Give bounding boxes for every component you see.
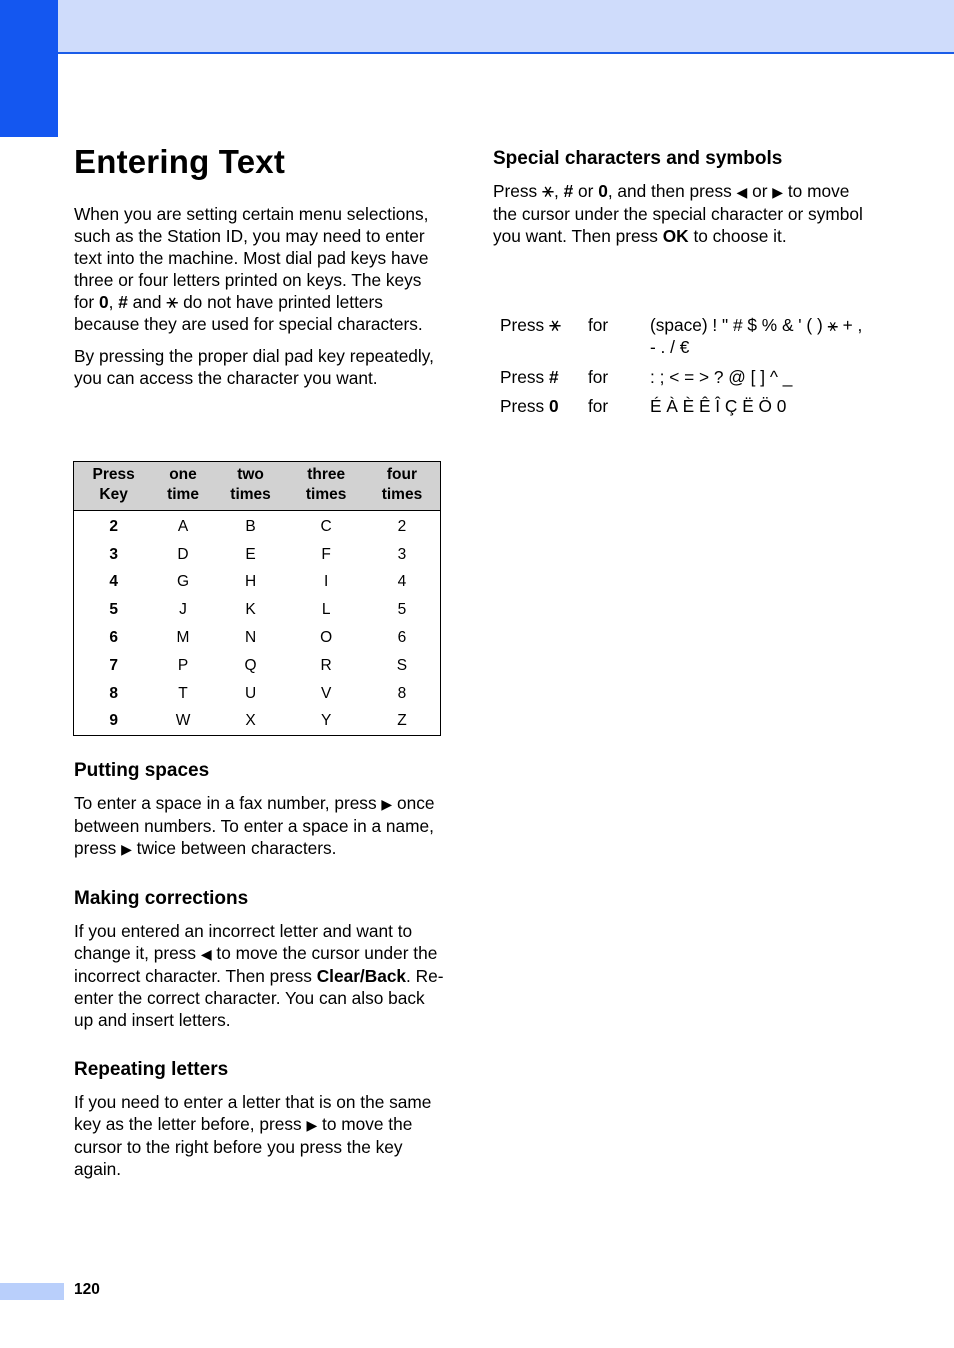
table-row xyxy=(74,708,441,736)
page-number-bar xyxy=(0,1283,64,1300)
page-title: Entering Text xyxy=(74,143,286,180)
table-cell: X xyxy=(245,712,256,730)
putting-spaces-section xyxy=(74,759,444,860)
table-row xyxy=(74,652,441,680)
table-row xyxy=(74,680,441,708)
symbol-list: É À È Ê Î Ç Ë Ö 0 xyxy=(650,396,787,416)
table-cell: 8 xyxy=(397,684,407,702)
table-cell: 6 xyxy=(109,629,118,647)
table-cell: 6 xyxy=(397,629,407,647)
repeating-letters-section xyxy=(74,1058,444,1180)
section-heading: Making corrections xyxy=(74,888,249,909)
table-header-row xyxy=(74,462,441,511)
header-two-times: two times xyxy=(213,462,289,511)
table-cell: U xyxy=(244,684,257,702)
section-paragraph: If you need to enter a letter that is on the same key as the letter before, press ▶ to move the cursor to the right before you press the key again. xyxy=(74,1092,432,1179)
table-cell: Z xyxy=(397,712,407,730)
table-row xyxy=(74,541,441,569)
table-cell: E xyxy=(245,545,256,563)
section-paragraph: If you entered an incorrect letter and want to change it, press ◀ to move the cursor under the incorrect character. Then press Clear/Back. Re-enter the correct character. You can also back up and insert letters. xyxy=(74,921,444,1030)
table-cell: 4 xyxy=(109,573,118,591)
table-cell: 3 xyxy=(397,545,407,563)
table-cell: 2 xyxy=(109,517,118,535)
table-cell: K xyxy=(245,601,256,619)
table-cell: W xyxy=(175,712,191,730)
table-cell: V xyxy=(320,684,332,702)
table-cell: Y xyxy=(320,712,332,730)
left-arrow-icon: ◀ xyxy=(736,184,748,200)
table-cell: 7 xyxy=(109,656,118,674)
intro-paragraph: When you are setting certain menu selections, such as the Station ID, you may need to enter text into the machine. Most dial pad keys have three or four letters printed on keys. The keys for 0, # and ⚹ do not have printed letters because they are used for special characters. xyxy=(74,204,429,334)
table-cell: F xyxy=(321,545,331,563)
section-heading: Special characters and symbols xyxy=(493,148,783,169)
table-cell: I xyxy=(323,573,329,591)
special-characters-section xyxy=(493,147,873,247)
intro-section xyxy=(74,203,444,389)
table-cell: 3 xyxy=(109,545,118,563)
table-row xyxy=(74,624,441,652)
making-corrections-section xyxy=(74,887,444,1031)
intro-paragraph-2: By pressing the proper dial pad key repeatedly, you can access the character you want. xyxy=(74,346,434,388)
table-cell: T xyxy=(178,684,188,702)
chapter-tab xyxy=(0,0,58,137)
symbol-list: (space) ! " # $ % & ' ( ) ⚹ + , - . / € xyxy=(650,315,863,357)
table-cell: 8 xyxy=(109,684,118,702)
table-cell: R xyxy=(320,656,332,674)
star-icon: ⚹ xyxy=(541,180,554,202)
table-cell: 4 xyxy=(397,573,407,591)
section-heading: Repeating letters xyxy=(74,1059,229,1080)
star-icon: ⚹ xyxy=(166,291,179,313)
table-row xyxy=(74,569,441,597)
table-cell: 5 xyxy=(109,601,118,619)
table-cell: P xyxy=(177,656,189,674)
star-icon: ⚹ xyxy=(548,314,561,336)
right-arrow-icon: ▶ xyxy=(381,796,393,812)
section-heading: Putting spaces xyxy=(74,760,210,781)
table-cell: 2 xyxy=(397,517,407,535)
key-letter-table xyxy=(73,461,441,736)
table-cell: J xyxy=(179,601,187,619)
table-cell: Q xyxy=(244,656,257,674)
table-row xyxy=(74,511,441,541)
section-paragraph: Press ⚹, # or 0, and then press ◀ or ▶ to move the cursor under the special character or symbol you want. Then press OK to choose it. xyxy=(493,180,863,246)
table-cell: O xyxy=(320,629,333,647)
table-cell: C xyxy=(320,517,332,535)
table-row xyxy=(74,596,441,624)
right-arrow-icon: ▶ xyxy=(772,184,784,200)
header-four-times: four times xyxy=(364,462,441,511)
table-cell: L xyxy=(321,601,331,619)
page-number: 120 xyxy=(74,1281,100,1298)
table-cell: B xyxy=(245,517,256,535)
table-cell: G xyxy=(176,573,190,591)
table-cell: H xyxy=(244,573,257,591)
header-one-time: one time xyxy=(153,462,212,511)
table-cell: A xyxy=(177,517,189,535)
table-cell: 5 xyxy=(397,601,407,619)
right-arrow-icon: ▶ xyxy=(121,841,132,857)
table-cell: N xyxy=(244,629,257,647)
section-paragraph: To enter a space in a fax number, press ▶ once between numbers. To enter a space in a name, press ▶ twice between characters. xyxy=(74,793,435,858)
table-cell: 9 xyxy=(109,712,118,730)
right-arrow-icon: ▶ xyxy=(306,1117,318,1133)
table-cell: D xyxy=(177,545,189,563)
table-cell: M xyxy=(176,629,190,647)
header-press-key: Press Key xyxy=(74,462,154,511)
left-arrow-icon: ◀ xyxy=(200,946,212,962)
header-three-times: three times xyxy=(288,462,364,511)
header-band xyxy=(58,0,954,54)
table-cell: S xyxy=(396,656,408,674)
symbol-list: : ; < = > ? @ [ ] ^ _ xyxy=(650,367,793,387)
